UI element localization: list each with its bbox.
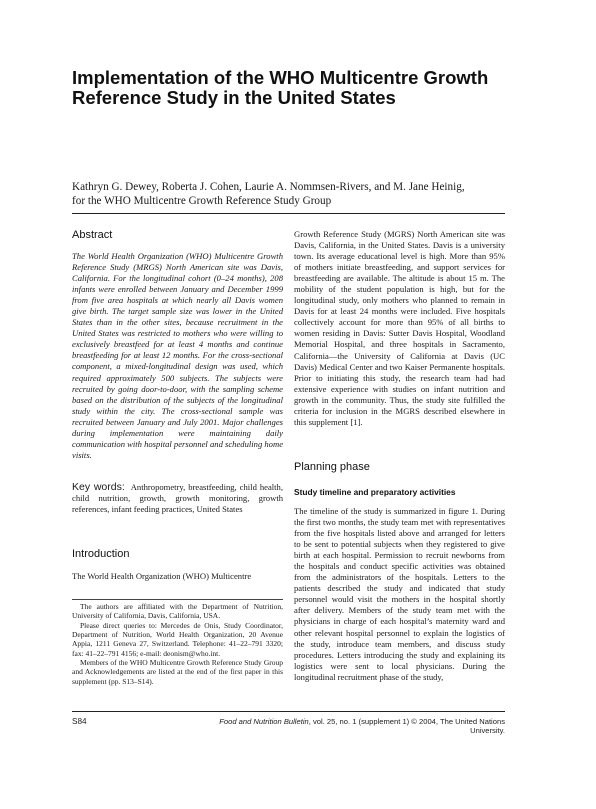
introduction-paragraph: The World Health Organization (WHO) Multicentre <box>72 571 252 581</box>
site-description <box>294 229 505 428</box>
authors-line-2: for the WHO Multicentre Growth Reference Study Group <box>72 195 332 207</box>
footnote-affiliation: The authors are affiliated with the Department of Nutrition, University of California, Davis, California, USA. <box>72 602 283 621</box>
footer-rule <box>72 711 505 712</box>
abstract-heading: Abstract <box>72 229 113 241</box>
page-number: S84 <box>72 717 87 726</box>
author-list <box>72 180 532 208</box>
right-paragraph-1: Growth Reference Study (MGRS) North American site was Davis, California, in the United States. Davis is a university town. Its average educational level is high. More than 95% of mothers initiate breastfeeding, and support services for breastfeeding are available. The altitude is about 15 m. The mobility of the student population is high, but for the longitudinal study, only mothers who planned to remain in Davis for at least 24 months were included. Five hospitals collectively account for more than 95% of all births to women residing in Davis: Sutter Davis Hospital, Woodland Memorial Hospital, and three hospitals in Sacramento, California—the University of California at Davis (UC Davis) Medical Center and two Kaiser Permanente hospitals. Prior to initiating this study, the research team had had extensive experience with studies on infant nutrition and growth in the community. Thus, the study site fulfilled the criteria for inclusion in the MGRS described elsewhere in this supplement [1]. <box>294 229 505 427</box>
planning-phase-heading: Planning phase <box>294 461 370 473</box>
right-paragraph-2: The timeline of the study is summarized in figure 1. During the first two months, the study team met with representatives from the five hospitals listed above and arranged for letters to be sent to potential subjects when they registered to give birth at each hospital. Permission to recruit newborns from the hospitals and conduct specific activities was obtained from the administrators of the hospitals. Letters to the patients described the study and indicated that study personnel would visit the mothers in the hospital shortly after delivery. Members of the study team met with the physicians in charge of each hospital’s maternity ward and other relevant hospital personnel to explain the logistics of the study, introduce team members, and discuss study procedures. Letters introducing the study and explaining its logistics were sent to local physicians. During the longitudinal recruitment phase of the study, <box>294 506 505 682</box>
paper-title: Implementation of the WHO Multicentre Growth Reference Study in the United States <box>72 67 489 108</box>
footnote-members: Members of the WHO Multicentre Growth Reference Study Group and Acknowledgements are listed at the end of the first paper in this supplement (pp. S13–S14). <box>72 658 283 686</box>
journal-details: , vol. 25, no. 1 (supplement 1) © 2004, The United Nations University. <box>308 717 505 735</box>
abstract-text <box>72 251 283 461</box>
introduction-text <box>72 571 283 582</box>
keywords-label: Key words: <box>72 481 125 493</box>
keywords-text: Anthropometry, breastfeeding, child health, child nutrition, growth, growth monitoring, growth references, infant feeding practices, United States <box>72 482 283 515</box>
footnote-rule <box>72 599 283 600</box>
timeline-text <box>294 506 505 683</box>
footnotes <box>72 602 283 686</box>
keywords <box>72 482 283 515</box>
authors-line-1: Kathryn G. Dewey, Roberta J. Cohen, Laurie A. Nommsen-Rivers, and M. Jane Heinig, <box>72 181 465 193</box>
introduction-heading: Introduction <box>72 548 130 560</box>
footnote-queries: Please direct queries to: Mercedes de Onis, Study Coordinator, Department of Nutrition, World Health Organization, 20 Avenue Appia, 1211 Geneva 27, Switzerland. Telephone: 41–22–791 3320; fax: 41–22–791 4156; e-mail: deonism@who.int. <box>72 620 283 658</box>
journal-citation <box>200 717 505 735</box>
abstract-paragraph: The World Health Organization (WHO) Multicentre Growth Reference Study (MRGS) North American site was Davis, California. For the longitudinal cohort (0–24 months), 208 infants were enrolled between January and December 1999 from five area hospitals at which nearly all Davis women give birth. The target sample size was lower in the United States than in the other sites, because recruitment in the United States was restricted to mothers who were willing to exclusively breastfeed for at least 4 months and continue breastfeeding for at least 12 months. For the cross-sectional component, a mixed-longitudinal design was used, which required approximately 500 subjects. The subjects were recruited by going door-to-door, with the sampling scheme based on the distribution of the subjects of the longitudinal study within the city. The cross-sectional sample was recruited between January and July 2001. Major challenges during implementation were maintaining daily communication with hospital personnel and scheduling home visits. <box>72 251 284 460</box>
journal-name: Food and Nutrition Bulletin <box>219 717 309 726</box>
subsection-heading: Study timeline and preparatory activities <box>294 487 456 497</box>
header-rule <box>72 213 505 214</box>
